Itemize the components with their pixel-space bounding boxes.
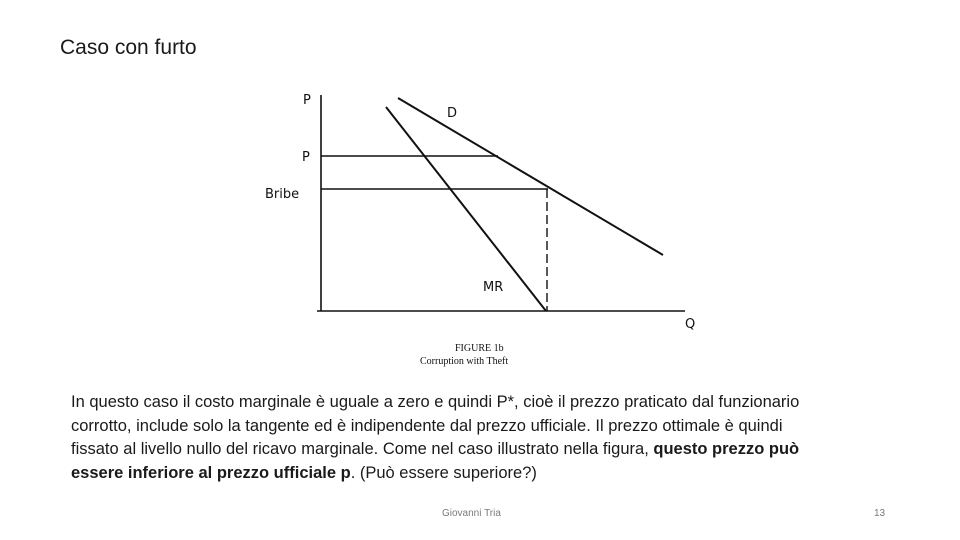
y-axis-label: P xyxy=(303,93,311,108)
body-text-bold: questo prezzo può essere inferiore al prezzo ufficiale p xyxy=(71,440,800,482)
figure-svg xyxy=(255,85,715,370)
economics-figure xyxy=(255,85,715,370)
figure-caption-number: FIGURE 1b xyxy=(455,343,504,354)
body-text-part-1: In questo caso il costo marginale è uguale a zero e quindi P*, cioè il prezzo praticato dal funzionario corrotto, include solo la tangente ed è indipendente dal prezzo ufficiale. Il prezzo ottimale è quindi fissato al livello nullo del ricavo marginale. Come nel caso illustrato nella figura, xyxy=(71,393,800,458)
price-label: P xyxy=(302,150,310,165)
slide-title: Caso con furto xyxy=(60,36,197,59)
marginal-revenue-label: MR xyxy=(483,280,504,295)
body-paragraph xyxy=(71,391,831,485)
footer-author: Giovanni Tria xyxy=(442,508,501,519)
demand-curve xyxy=(398,98,663,255)
figure-caption-title: Corruption with Theft xyxy=(420,356,509,367)
body-text-part-2: . (Può essere superiore?) xyxy=(350,463,537,482)
bribe-label: Bribe xyxy=(265,187,300,202)
demand-label: D xyxy=(447,106,458,121)
page-number: 13 xyxy=(874,508,886,519)
x-axis-label: Q xyxy=(685,317,696,332)
